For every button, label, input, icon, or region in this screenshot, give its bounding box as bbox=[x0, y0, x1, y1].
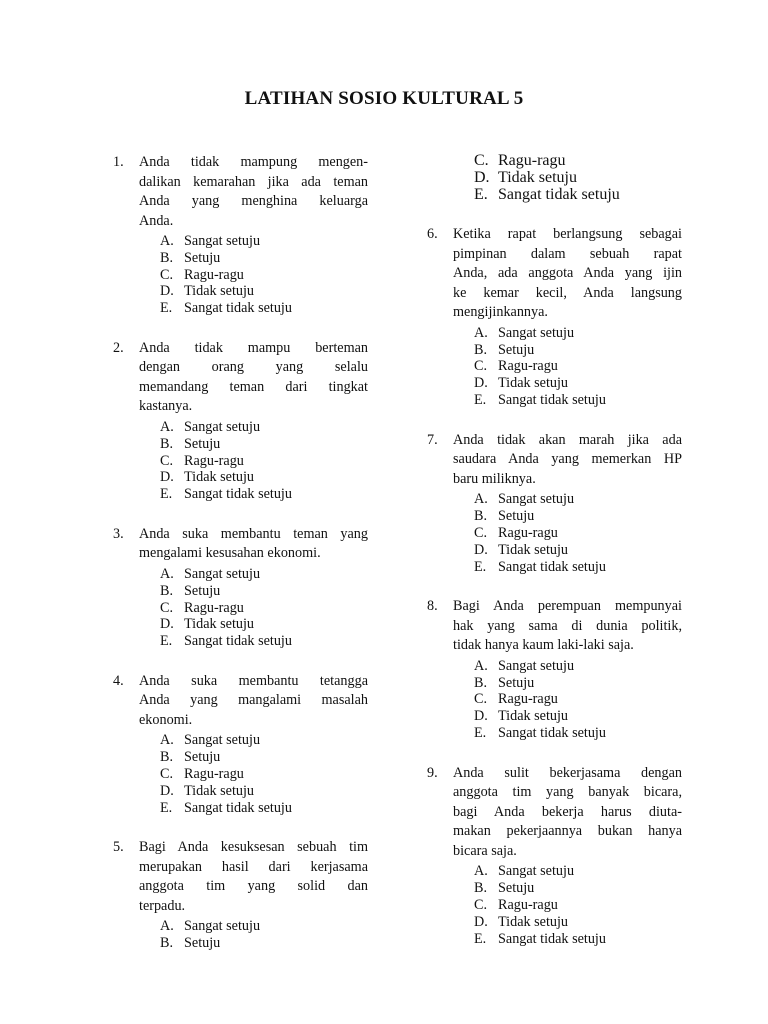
option-letter: E. bbox=[160, 633, 173, 650]
answer-option bbox=[160, 783, 368, 800]
option-letter: A. bbox=[474, 657, 488, 674]
question-text bbox=[453, 431, 682, 490]
question-line: bagi Anda bekerja harus diuta- bbox=[453, 803, 682, 820]
answer-option bbox=[160, 583, 368, 600]
question-line: dengan orang yang selalu bbox=[139, 359, 368, 376]
question-text bbox=[139, 339, 368, 417]
question-spacer bbox=[113, 650, 368, 672]
answer-option bbox=[160, 766, 368, 783]
question-line: Anda, ada anggota Anda yang ijin bbox=[453, 265, 682, 282]
question-body bbox=[453, 225, 682, 408]
option-letter: D. bbox=[160, 782, 174, 799]
answer-option bbox=[474, 897, 682, 914]
option-text: Ragu-ragu bbox=[498, 524, 558, 541]
option-text: Setuju bbox=[184, 582, 221, 599]
option-letter: B. bbox=[160, 249, 174, 266]
option-letter: A. bbox=[160, 732, 174, 749]
option-text: Setuju bbox=[498, 508, 535, 525]
question-line: Anda sulit bekerjasama dengan bbox=[453, 764, 682, 781]
answer-option bbox=[474, 153, 682, 170]
option-text: Setuju bbox=[498, 674, 535, 691]
question-line: mengalami kesusahan ekonomi. bbox=[139, 545, 321, 562]
option-letter: C. bbox=[474, 152, 489, 169]
question-line: hak yang sama di dunia politik, bbox=[453, 617, 682, 634]
option-text: Sangat setuju bbox=[184, 233, 261, 249]
option-letter: B. bbox=[160, 435, 174, 452]
answer-option bbox=[474, 491, 682, 508]
question-line: Anda yang menghina keluarga bbox=[139, 193, 368, 209]
question-number: 2. bbox=[113, 339, 124, 356]
answer-option bbox=[474, 691, 682, 708]
question-spacer bbox=[427, 575, 682, 597]
option-text: Sangat setuju bbox=[498, 324, 575, 341]
question-line: memandang teman dari tingkat bbox=[139, 378, 368, 395]
option-letter: D. bbox=[160, 283, 174, 300]
option-text: Tidak setuju bbox=[498, 375, 569, 392]
option-letter: E. bbox=[474, 185, 488, 203]
option-letter: E. bbox=[160, 486, 173, 503]
option-text: Sangat tidak setuju bbox=[184, 633, 292, 650]
option-text: Sangat tidak setuju bbox=[498, 185, 620, 203]
answer-option bbox=[474, 559, 682, 576]
option-letter: D. bbox=[474, 913, 488, 930]
option-text: Sangat setuju bbox=[498, 863, 575, 880]
question-line: Anda tidak mampu berteman bbox=[139, 339, 368, 356]
option-letter: E. bbox=[160, 799, 173, 816]
question-item bbox=[427, 764, 682, 947]
answer-options bbox=[474, 325, 682, 409]
answer-options bbox=[474, 658, 682, 742]
answer-options bbox=[160, 233, 368, 317]
option-letter: C. bbox=[160, 452, 174, 469]
question-number: 5. bbox=[113, 839, 124, 856]
question-body bbox=[453, 597, 682, 741]
option-text: Tidak setuju bbox=[184, 616, 255, 633]
question-line: anggota tim yang banyak bicara, bbox=[453, 784, 682, 801]
answer-option bbox=[160, 732, 368, 749]
question-text bbox=[453, 597, 682, 656]
right-column bbox=[427, 153, 682, 947]
question-text bbox=[139, 838, 368, 916]
option-text: Sangat tidak setuju bbox=[184, 486, 292, 503]
option-letter: D. bbox=[474, 168, 490, 186]
question-line: Anda tidak mampung mengen- bbox=[139, 154, 368, 170]
option-text: Sangat tidak setuju bbox=[184, 799, 292, 816]
question-line: Anda. bbox=[139, 212, 174, 229]
answer-option bbox=[474, 187, 682, 204]
answer-option bbox=[474, 708, 682, 725]
option-letter: C. bbox=[160, 766, 174, 783]
option-text: Ragu-ragu bbox=[184, 452, 244, 469]
question-line: merupakan hasil dari kerjasama bbox=[139, 858, 368, 875]
answer-option bbox=[160, 935, 368, 952]
question-body bbox=[453, 431, 682, 575]
option-letter: B. bbox=[474, 880, 488, 897]
option-letter: A. bbox=[474, 863, 488, 880]
question-line: Anda tidak akan marah jika ada bbox=[453, 431, 682, 448]
question-line: Bagi Anda perempuan mempunyai bbox=[453, 598, 682, 615]
question-item bbox=[113, 525, 368, 650]
answer-option bbox=[160, 600, 368, 617]
question-number: 4. bbox=[113, 672, 124, 689]
option-text: Sangat setuju bbox=[184, 732, 261, 749]
answer-option bbox=[160, 233, 368, 250]
option-letter: B. bbox=[160, 582, 174, 599]
question-item bbox=[113, 153, 368, 317]
continued-options bbox=[474, 153, 682, 203]
option-letter: D. bbox=[474, 541, 488, 558]
answer-options bbox=[474, 491, 682, 575]
question-item bbox=[427, 597, 682, 741]
question-text bbox=[139, 672, 368, 731]
option-text: Ragu-ragu bbox=[184, 766, 244, 783]
answer-option bbox=[160, 283, 368, 300]
question-text bbox=[453, 764, 682, 862]
option-text: Sangat tidak setuju bbox=[498, 392, 606, 409]
question-body bbox=[139, 672, 368, 816]
answer-options bbox=[160, 918, 368, 952]
answer-option bbox=[160, 453, 368, 470]
answer-option bbox=[474, 542, 682, 559]
option-text: Ragu-ragu bbox=[498, 896, 558, 913]
option-letter: A. bbox=[160, 418, 174, 435]
question-number: 1. bbox=[113, 154, 124, 170]
answer-option bbox=[474, 392, 682, 409]
question-number: 7. bbox=[427, 431, 438, 448]
option-text: Tidak setuju bbox=[184, 782, 255, 799]
option-text: Sangat setuju bbox=[184, 418, 261, 435]
option-text: Ragu-ragu bbox=[498, 152, 566, 169]
option-text: Sangat tidak setuju bbox=[184, 300, 292, 317]
question-line: Ketika rapat berlangsung sebagai bbox=[453, 226, 682, 243]
option-text: Tidak setuju bbox=[498, 708, 569, 725]
question-body bbox=[139, 525, 368, 650]
question-line: anggota tim yang solid dan bbox=[139, 878, 368, 895]
left-column bbox=[113, 153, 368, 952]
option-letter: E. bbox=[474, 930, 487, 947]
answer-option bbox=[160, 300, 368, 317]
answer-option bbox=[474, 725, 682, 742]
question-line: Bagi Anda kesuksesan sebuah tim bbox=[139, 839, 368, 856]
question-line: saudara Anda yang memerkan HP bbox=[453, 451, 682, 468]
answer-option bbox=[160, 749, 368, 766]
option-letter: B. bbox=[474, 508, 488, 525]
option-text: Tidak setuju bbox=[498, 168, 577, 186]
question-spacer bbox=[427, 203, 682, 225]
question-number: 3. bbox=[113, 525, 124, 542]
option-letter: B. bbox=[474, 674, 488, 691]
option-text: Ragu-ragu bbox=[498, 691, 558, 708]
page-title: LATIHAN SOSIO KULTURAL 5 bbox=[244, 88, 524, 109]
option-text: Tidak setuju bbox=[498, 913, 569, 930]
answer-option bbox=[474, 880, 682, 897]
question-line: Anda suka membantu teman yang bbox=[139, 525, 368, 542]
question-spacer bbox=[113, 317, 368, 339]
question-line: ekonomi. bbox=[139, 711, 193, 728]
question-line: bicara saja. bbox=[453, 842, 517, 859]
question-body bbox=[139, 153, 368, 317]
option-letter: B. bbox=[474, 341, 488, 358]
question-text bbox=[139, 153, 368, 231]
question-line: Anda yang mangalami masalah bbox=[139, 692, 368, 709]
answer-option bbox=[160, 469, 368, 486]
option-text: Sangat setuju bbox=[498, 491, 575, 508]
question-line: baru miliknya. bbox=[453, 470, 536, 487]
answer-option bbox=[474, 525, 682, 542]
option-letter: C. bbox=[474, 691, 488, 708]
answer-option bbox=[474, 325, 682, 342]
question-spacer bbox=[427, 409, 682, 431]
question-spacer bbox=[113, 816, 368, 838]
answer-option bbox=[160, 419, 368, 436]
option-text: Sangat setuju bbox=[498, 657, 575, 674]
option-text: Setuju bbox=[184, 435, 221, 452]
option-text: Tidak setuju bbox=[498, 541, 569, 558]
option-text: Ragu-ragu bbox=[184, 599, 244, 616]
question-body bbox=[139, 339, 368, 503]
question-item bbox=[427, 431, 682, 575]
question-text bbox=[453, 225, 682, 323]
question-item bbox=[427, 225, 682, 408]
question-line: Anda suka membantu tetangga bbox=[139, 672, 368, 689]
answer-option bbox=[474, 675, 682, 692]
option-letter: B. bbox=[160, 935, 174, 952]
question-spacer bbox=[427, 742, 682, 764]
option-text: Ragu-ragu bbox=[498, 358, 558, 375]
option-letter: A. bbox=[160, 565, 174, 582]
option-text: Sangat setuju bbox=[184, 565, 261, 582]
answer-option bbox=[474, 931, 682, 948]
option-letter: C. bbox=[474, 896, 488, 913]
answer-option bbox=[160, 616, 368, 633]
answer-option bbox=[160, 633, 368, 650]
option-letter: E. bbox=[474, 392, 487, 409]
option-letter: B. bbox=[160, 749, 174, 766]
answer-options bbox=[160, 419, 368, 503]
question-number: 9. bbox=[427, 764, 438, 781]
question-text bbox=[139, 525, 368, 564]
question-line: kastanya. bbox=[139, 398, 193, 415]
option-letter: C. bbox=[474, 358, 488, 375]
option-text: Setuju bbox=[498, 341, 535, 358]
answer-options bbox=[474, 863, 682, 947]
question-line: tidak hanya kaum laki-laki saja. bbox=[453, 637, 634, 654]
answer-options bbox=[160, 732, 368, 816]
option-letter: C. bbox=[474, 524, 488, 541]
answer-option bbox=[160, 918, 368, 935]
option-letter: A. bbox=[160, 918, 174, 935]
option-letter: A. bbox=[474, 491, 488, 508]
question-line: ke kemar kecil, Anda langsung bbox=[453, 284, 682, 301]
question-line: dalikan kemarahan jika ada teman bbox=[139, 173, 368, 190]
answer-option bbox=[474, 342, 682, 359]
answer-option bbox=[474, 508, 682, 525]
option-letter: D. bbox=[160, 616, 174, 633]
option-letter: C. bbox=[160, 599, 174, 616]
question-line: makan pekerjaannya bukan hanya bbox=[453, 823, 682, 840]
answer-option bbox=[160, 566, 368, 583]
option-text: Tidak setuju bbox=[184, 469, 255, 486]
option-letter: C. bbox=[160, 266, 174, 283]
option-letter: A. bbox=[160, 233, 174, 249]
question-item bbox=[113, 838, 368, 952]
question-item bbox=[113, 339, 368, 503]
answer-option bbox=[474, 358, 682, 375]
question-item bbox=[113, 672, 368, 816]
option-letter: E. bbox=[474, 558, 487, 575]
option-text: Setuju bbox=[498, 880, 535, 897]
option-text: Sangat tidak setuju bbox=[498, 725, 606, 742]
option-text: Setuju bbox=[184, 249, 221, 266]
question-line: pimpinan dalam sebuah rapat bbox=[453, 245, 682, 262]
question-line: terpadu. bbox=[139, 897, 186, 914]
question-number: 6. bbox=[427, 226, 438, 243]
answer-option bbox=[474, 658, 682, 675]
option-text: Tidak setuju bbox=[184, 283, 255, 300]
answer-option bbox=[160, 250, 368, 267]
answer-option bbox=[160, 800, 368, 817]
question-line: mengijinkannya. bbox=[453, 304, 548, 321]
question-body bbox=[453, 764, 682, 947]
option-text: Setuju bbox=[184, 749, 221, 766]
answer-option bbox=[474, 914, 682, 931]
option-text: Sangat tidak setuju bbox=[498, 930, 606, 947]
option-letter: D. bbox=[474, 708, 488, 725]
question-spacer bbox=[113, 503, 368, 525]
answer-options bbox=[160, 566, 368, 650]
answer-option bbox=[474, 863, 682, 880]
option-text: Ragu-ragu bbox=[184, 266, 244, 283]
option-text: Setuju bbox=[184, 935, 221, 952]
option-text: Sangat setuju bbox=[184, 918, 261, 935]
option-text: Sangat tidak setuju bbox=[498, 558, 606, 575]
answer-option bbox=[474, 170, 682, 187]
option-letter: D. bbox=[474, 375, 488, 392]
question-body bbox=[139, 838, 368, 952]
option-letter: E. bbox=[474, 725, 487, 742]
option-letter: E. bbox=[160, 300, 173, 317]
answer-option bbox=[160, 436, 368, 453]
option-letter: A. bbox=[474, 324, 488, 341]
answer-option bbox=[160, 267, 368, 284]
answer-option bbox=[474, 375, 682, 392]
answer-option bbox=[160, 486, 368, 503]
option-letter: D. bbox=[160, 469, 174, 486]
question-number: 8. bbox=[427, 598, 438, 615]
